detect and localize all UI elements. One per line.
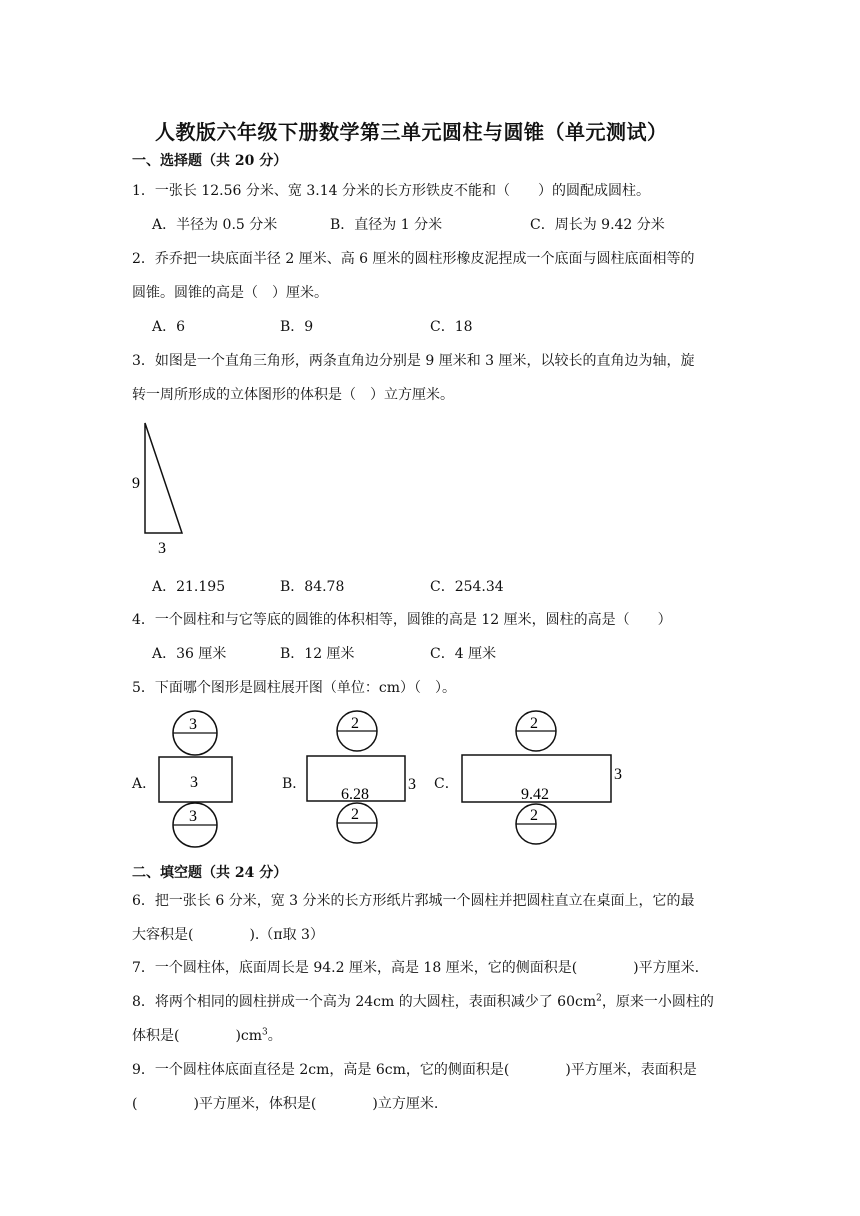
net-b-rect-height-label: 3	[408, 776, 416, 793]
net-c-top-label: 2	[530, 715, 538, 732]
q1-option-a[interactable]: A．半径为 0.5 分米	[152, 217, 278, 233]
question-8-line-1	[132, 991, 714, 1011]
q8-line2-tail: 。	[267, 1028, 282, 1044]
q1-option-c[interactable]: C．周长为 9.42 分米	[530, 217, 665, 233]
right-triangle-figure	[125, 415, 205, 560]
q3-option-c[interactable]: C．254.34	[430, 579, 504, 595]
q5-option-b-label[interactable]: B．	[282, 776, 307, 792]
q8-line2-text: 体积是( )cm	[132, 1028, 263, 1044]
question-7: 7．一个圆柱体，底面周长是 94.2 厘米，高是 18 厘米，它的侧面积是( )平方厘米.	[132, 960, 700, 976]
q8-line1-superscript: 2	[596, 993, 602, 1004]
question-2-line-2: 圆锥。圆锥的高是（ ）厘米。	[132, 285, 328, 301]
question-6-line-2: 大容积是( ).（π取 3）	[132, 927, 324, 943]
net-a-top-label: 3	[189, 716, 197, 733]
net-b-top-label: 2	[351, 715, 359, 732]
question-3-line-2: 转一周所形成的立体图形的体积是（ ）立方厘米。	[132, 387, 454, 403]
q1-option-b[interactable]: B．直径为 1 分米	[330, 217, 443, 233]
q4-option-b[interactable]: B．12 厘米	[280, 646, 355, 662]
q8-line1-tail: ，原来一小圆柱的	[601, 994, 714, 1010]
q4-option-c[interactable]: C．4 厘米	[430, 646, 497, 662]
triangle-height-label: 9	[132, 475, 140, 492]
cylinder-net-b[interactable]	[300, 705, 430, 855]
net-c-rect-width-label: 9.42	[521, 786, 549, 803]
question-8-line-2	[132, 1025, 282, 1045]
question-2-line-1: 2．乔乔把一块底面半径 2 厘米、高 6 厘米的圆柱形橡皮泥捏成一个底面与圆柱底面相等的	[132, 251, 695, 267]
net-a-bottom-label: 3	[189, 808, 197, 825]
q2-option-c[interactable]: C．18	[430, 319, 473, 335]
q3-option-b[interactable]: B．84.78	[280, 579, 345, 595]
q5-option-a-label[interactable]: A．	[132, 776, 157, 792]
net-c-rect-height-label: 3	[614, 766, 622, 783]
question-9-line-1: 9．一个圆柱体底面直径是 2cm，高是 6cm，它的侧面积是( )平方厘米，表面积是	[132, 1062, 697, 1078]
question-1: 1．一张长 12.56 分米、宽 3.14 分米的长方形铁皮不能和（ ）的圆配成圆柱。	[132, 183, 650, 199]
q8-line2-superscript: 3	[262, 1027, 268, 1038]
cylinder-net-a[interactable]	[150, 705, 250, 855]
q8-line1-text: 8．将两个相同的圆柱拼成一个高为 24cm 的大圆柱，表面积减少了 60cm	[132, 994, 597, 1010]
question-6-line-1: 6．把一张长 6 分米，宽 3 分米的长方形纸片郛城一个圆柱并把圆柱直立在桌面上，它的最	[132, 893, 695, 909]
section-heading-choice: 一、选择题（共 20 分）	[132, 153, 288, 169]
net-a-rect-label: 3	[190, 774, 198, 791]
page-title: 人教版六年级下册数学第三单元圆柱与圆锥（单元测试）	[155, 120, 668, 144]
question-4: 4．一个圆柱和与它等底的圆锥的体积相等，圆锥的高是 12 厘米，圆柱的高是（ ）	[132, 612, 672, 628]
triangle-shape	[145, 423, 182, 533]
q4-option-a[interactable]: A．36 厘米	[152, 646, 227, 662]
question-3-line-1: 3．如图是一个直角三角形，两条直角边分别是 9 厘米和 3 厘米，以较长的直角边为轴，旋	[132, 353, 695, 369]
net-c-bottom-label: 2	[530, 807, 538, 824]
q2-option-a[interactable]: A．6	[152, 319, 186, 335]
net-b-bottom-label: 2	[351, 806, 359, 823]
net-b-rect-width-label: 6.28	[341, 786, 369, 803]
triangle-base-label: 3	[158, 540, 166, 557]
q2-option-b[interactable]: B．9	[280, 319, 314, 335]
question-5: 5．下面哪个图形是圆柱展开图（单位：cm）（ ）。	[132, 680, 457, 696]
question-9-line-2: ( )平方厘米，体积是( )立方厘米.	[132, 1096, 439, 1112]
q5-option-c-label[interactable]: C．	[434, 776, 459, 792]
q3-option-a[interactable]: A．21.195	[152, 579, 226, 595]
section-heading-fill: 二、填空题（共 24 分）	[132, 865, 288, 881]
cylinder-net-c[interactable]	[455, 705, 635, 855]
